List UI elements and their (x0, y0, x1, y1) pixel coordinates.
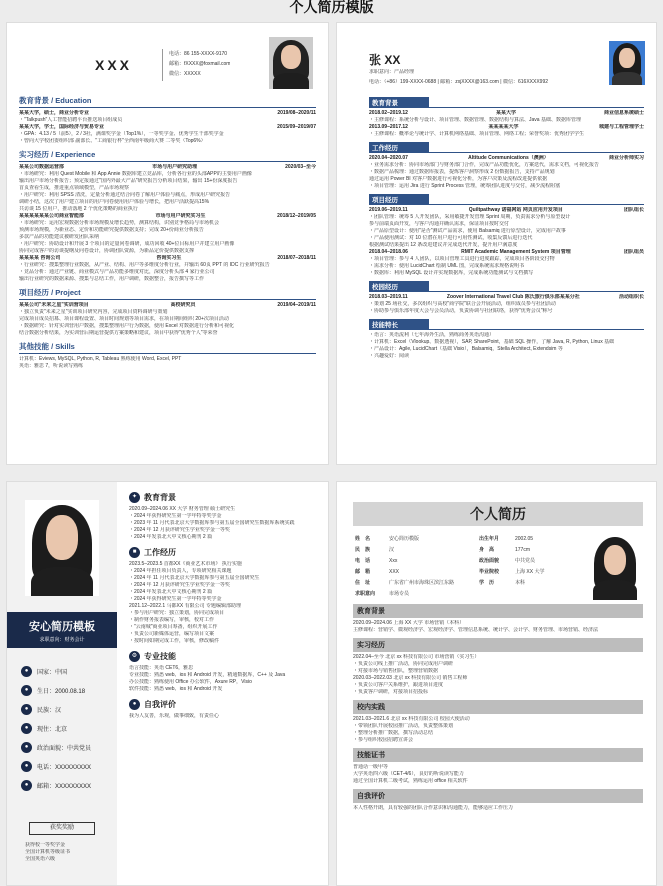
section-education: ✦ 教育背景 (129, 492, 320, 503)
entry-row (19, 255, 316, 262)
entry-row (19, 213, 316, 220)
briefcase-icon: ■ (129, 547, 140, 558)
basic-k: 民 族 (355, 547, 371, 553)
list-item: ・2024 年获得研究生第一学年特等奖学金 (129, 596, 222, 602)
section-self: ● 自我评价 (129, 699, 320, 710)
info-row (21, 719, 91, 738)
list-item: ・"云南城"商业项目筹备，组织开展工作 (129, 624, 218, 630)
list-item: ・市场研究：利用 Quest Mobile 和 App Annie 数据库建立竞品库，分析各行业的头部APP的主要用户画像 (19, 171, 252, 177)
list-item: ・带领团队开展校园推广活动，负责整体策划 (353, 723, 454, 729)
list-item: ・数据产品梳理：通过数据库报表，提炼客户洞察形成 2 份数据报告，支持产品规划 (369, 169, 555, 175)
entry-school: 某某大学，硕士，商业分析专业 (19, 110, 90, 116)
list-item: ・独立负责"未来之星"实训项目研究内容，完成项目资料调研与策划 (19, 309, 168, 315)
list-item: ・制作财务报表编写，审核，校对工作 (129, 617, 215, 623)
list-item: ・2024 年 12 月获评研究生学业奖学金一等奖 (129, 527, 230, 533)
basic-v2: 本科 (515, 580, 526, 586)
entry-co: Quiltpathway 诺福网站 网页应用开发项目 (468, 207, 563, 213)
list-item: ・"Talkpush"人工智能招聘平台推送项目组成员 (19, 117, 123, 123)
entry-major: 商业信息系统硕士 (603, 110, 644, 116)
list-item: ・负责公司新媒体运营，编写项目文案 (129, 631, 215, 637)
entry-role: 咨询实习生 (156, 255, 182, 261)
entry-co: Altitude Communications（澳洲） (468, 155, 549, 161)
section-skills: 技能特长 (369, 319, 429, 330)
section-work: ■ 工作经历 (129, 547, 320, 558)
graduation-cap-icon: ✦ (129, 492, 140, 503)
entry-date: 2018.02–2019.12 (369, 110, 408, 116)
resume-template-2[interactable] (336, 22, 657, 465)
entry-row (19, 164, 316, 171)
entry-major: 城建与工程管理学士 (598, 124, 644, 130)
list-item: ・按时间如期完成工作，审核，修改稿件 (129, 638, 220, 644)
basic-info-row (355, 534, 585, 545)
info-text: 邮箱：XXXXXXXXX (37, 784, 92, 790)
entry-role: 团队组员 (623, 249, 644, 255)
list-item: 预测市场规模，为新业态、定价和功能研究提供数据支持；完成 20+份商业分析报告 (19, 227, 204, 233)
section-project: 项目经历 / Project (19, 287, 316, 300)
contact-item: 微信：XXXXX (169, 71, 201, 77)
list-item: ・产品原型设计：使用"是否"测试产品需求，使用 Balsamiq 进行原型设计，完成用户故事 (369, 228, 566, 234)
contact-block (169, 49, 230, 79)
entry-role: 市场与用户研究助理 (152, 164, 198, 170)
entry-row (369, 294, 644, 301)
list-item: 2020.09–2024.06 XX 大学 财务管理 硕士研究生 (129, 506, 236, 512)
basic-k: 求职意向 (355, 591, 376, 597)
award-item: 全国英语六级 (25, 856, 56, 862)
award-box: 获奖奖励 (29, 822, 95, 835)
contact-line: 电话：（+86）199-XXXX-0688 | 邮箱：zxjXXXX@163.com | 微信：616XXXX992 (369, 79, 549, 85)
list-item: ・用户研究：利用 SPSS 清洗，定量分析通过结合问卷了解用户体验与痛点，形成用户研究报告 (19, 192, 231, 198)
basic-k2: 出生年月 (479, 536, 500, 542)
section-self: 自我评价 (353, 789, 643, 803)
list-item: ・2023 年 11 月代表北京大学数据库参与第五届全国研究生数据库系统实践 (129, 520, 295, 526)
basic-v: 安心简历模版 (389, 536, 420, 542)
profile-photo (269, 37, 313, 89)
entry-row (19, 302, 316, 309)
list-item: 我为人友善，乐观，做事细致，有责任心 (129, 713, 220, 719)
basic-v: 市场专员 (389, 591, 410, 597)
entry-co: 某某某某某某公司商业智能部 (19, 213, 85, 219)
entry-school: 某某某某大学 (488, 124, 519, 130)
list-item: ・产品设计：Agile, LucidChart（基础 Visio），Balsamiq，Stella Architect, Extendsim 等 (369, 346, 563, 352)
entry-co: 某某公司"未来之星"实训营项目 (19, 302, 89, 308)
section-campus: 校内实践 (353, 700, 643, 714)
list-item: 共访谈 15 位用户，推动落地 2 个优化策略的商业执行 (19, 206, 138, 212)
list-item: ・参与组织校园招聘宣讲会 (353, 737, 414, 743)
info-row (21, 662, 91, 681)
entry-school: 某某大学，学士，国际经济与贸易专业 (19, 124, 105, 130)
cake-icon: ● (21, 685, 32, 696)
basic-v: XXX (389, 569, 400, 575)
basic-k2: 学 历 (479, 580, 495, 586)
basic-v2: 中共党员 (515, 558, 536, 564)
list-item: 参与前端页面开发，与客户沟通并确认需求，保证项目按时交付 (369, 221, 510, 227)
list-item: ・数据库：利用 MySQL 设计并实现数据库，完成系统功能测试与文档撰写 (369, 270, 534, 276)
list-item: 计算机：Eviews, MySQL, Python, R, Tableau 熟练使用 Word, Excel, PPT (19, 356, 182, 362)
list-item: ・整理分析推广数据，撰写活动总结 (353, 730, 434, 736)
gear-icon: ⚙ (129, 651, 140, 662)
award-item: 获得校一等奖学金 (25, 842, 66, 848)
basic-v: 汉 (389, 547, 395, 553)
entry-date: 2015/09–2019/07 (277, 124, 316, 130)
profile-photo (589, 534, 641, 600)
basic-v2 (515, 589, 585, 600)
section-education: 教育背景 (353, 604, 643, 618)
entry-row (19, 110, 316, 117)
basic-info-row (355, 556, 585, 567)
entry-row (19, 124, 316, 131)
section-work: 实习经历 (353, 638, 643, 652)
resume-template-3[interactable] (6, 481, 329, 886)
basic-k: 住 址 (355, 580, 371, 586)
list-item: ・2024 年发表北大中文核心期刊 2 篇 (129, 534, 213, 540)
list-item: ・参与用户研究：独立策划，协同完成项目 (129, 610, 225, 616)
phone-icon: ● (21, 761, 32, 772)
list-item: 输出行业研究的数据来源、搜集与总结工作，用户调研，数据整合，报告撰写等工作 (19, 276, 205, 282)
entry-row (369, 110, 644, 117)
entry-role: 市场与用户研究实习生 (155, 213, 206, 219)
resume-name: 张 XX (369, 53, 401, 67)
list-item: ・市场研究：运用宏观数据分析市场规模及增长趋势，测算结构，识别竞争格局与市场机会 (19, 220, 220, 226)
person-icon: ● (129, 699, 140, 710)
list-item: ・项目管理：参与 4 人团队，以项目管理工具进行进度跟踪，完成项目各阶段交付物 (369, 256, 555, 262)
list-item: 软件技能：熟悉 web、ios 和 Android 开发 (129, 686, 223, 692)
list-item: 普通话一级甲等 (353, 764, 389, 770)
list-item: ・用户研究：协助设计和开展 3 个项目的定量问卷调研，成功回收 40+位目标用户并建立用户画像 (19, 241, 235, 247)
entry-row (369, 124, 644, 131)
entry-date: 2019/04–2019/11 (277, 302, 316, 308)
list-item: ・协助参与俱乐部年度大会与会员活动，负责协调与社团联络，获得"优秀会员"称号 (369, 308, 553, 314)
section-skills: ⚙ 专业技能 (129, 651, 320, 662)
list-item: ・2024 年担任项目负责人，专项研究相关课题 (129, 568, 232, 574)
list-item: 调研小结，这次了用户建立项目的用户问卷使用用户体验与增长，把用户活跃提高15% (19, 199, 210, 205)
entry-date: 2018.03–2019.11 (369, 294, 408, 300)
list-item: ・2024 年 12 月获评研究生学业奖学金一等奖 (129, 582, 230, 588)
profile-photo (609, 41, 645, 85)
list-item: ・GPA：4.13 / 5（前5），2 / 3社，满课奖学金（Top1%），一等奖学金、优秀学生干部奖学金 (19, 131, 224, 137)
entry-school: 某某大学 (495, 110, 516, 116)
entry-date: 2020/03–至今 (285, 164, 316, 170)
list-item: 根据测试结果提出 12 条改进建议并完成迭代开发，提升用户满意度 (369, 242, 518, 248)
entry-row (369, 155, 644, 162)
list-item: ・负责客户调研，对接项目招投标 (353, 689, 429, 695)
basic-k2: 政治面貌 (479, 558, 500, 564)
list-item: ・语言：英语流利（七年海外生活，熟练商务英语沟通） (369, 332, 495, 338)
entry-co: RMIT Academic Management System 项目管理 (461, 249, 571, 255)
entry-role: 活动组织长 (618, 294, 644, 300)
entry-co: 某某公司数据运营部 (19, 164, 65, 170)
entry-role: 团队组长 (623, 207, 644, 213)
list-item: 本人性格开朗，具有较强的团队合作意识和沟通能力，能够适应工作压力 (353, 805, 514, 811)
entry-date: 2019.06–2019.11 (369, 207, 408, 213)
page-title: 个人简历模版 (289, 0, 374, 15)
basic-k: 姓 名 (355, 536, 371, 542)
list-item: ・兴趣爱好：阅读 (369, 353, 410, 359)
mail-icon: ● (21, 780, 32, 791)
basic-k: 邮 箱 (355, 569, 371, 575)
list-item: ・负责公司线上推广活动，协同完成用户调研 (353, 661, 454, 667)
list-item: ・数据研究：针对实训营用户数据，搜集整理用户行为数据，使用 Excel 对数据进行分析和可视化 (19, 323, 235, 329)
list-item: 2022.04–至今 北京 xx 科技有限公司 市场营销（实习生） (353, 654, 480, 660)
resume-name: XXX (95, 57, 133, 73)
section-skills: 其他技能 / Skills (19, 341, 316, 354)
section-education: 教育背景 (369, 97, 429, 108)
entry-date: 2019/08–2020/11 (277, 110, 316, 116)
list-item: 协同完成客户的访谈提纲及问卷设计，协调团队资源，为新品定价提供数据支撑 (19, 248, 195, 254)
list-item: ・计算机：Excel（Vlookup、数据透视），SAP, SharePoint，基础 SQL 操作，了解 Java, R, Python, Linux 基础 (369, 339, 615, 345)
entry-co: Zoover International Travel Club 陈氏旅行俱乐部某某分社 (446, 294, 580, 300)
entry-date: 2013.09–2017.12 (369, 124, 408, 130)
list-item: ・曾向大学校团委组织部 副部长、"工商银行杯"全西南年级商大赛 二等奖（Top6%） (19, 138, 206, 144)
list-item: ・负责公司客户关系维护，跟进项目进度 (353, 682, 444, 688)
resume-template-4[interactable] (336, 481, 657, 886)
location-icon: ● (21, 723, 32, 734)
list-item: 2020.03–2022.03 北京 xx 科技有限公司 销售工程师 (353, 675, 468, 681)
list-item: ・对接市场与销售团队，整理营销数据 (353, 668, 439, 674)
profile-photo (25, 500, 99, 596)
list-item: 英语：雅思 7，听说读写熟练 (19, 363, 84, 369)
resume-template-1[interactable] (6, 22, 329, 465)
list-item: ・主修课程：概率论与统计学、计算机网络基础、项目管理、网络工程；荣誉奖项：优秀团学学生 (369, 131, 585, 137)
info-text: 国家：中国 (37, 670, 68, 676)
contact-item: 邮箱：fXXXX@foxmail.com (169, 61, 231, 67)
list-item: 首页查看生成，推进重点领域模型，产品市场观察 (19, 185, 130, 191)
list-item: ・策划 25 场社交，多次组织与高校"商学院"联合会开展活动，组织成员参与社团活动 (369, 301, 556, 307)
section-work: 工作经历 (369, 142, 429, 153)
politics-icon: ● (21, 742, 32, 753)
list-item: 2020.09–2024.06 上海 XX 大学 市场营销（本科） (353, 620, 465, 626)
list-item: ・项目管理：运用 Jira 进行 Sprint Process 管理，统筹团队进度与交付，减少流程阻塞 (369, 183, 561, 189)
section-skills: 技能证书 (353, 748, 643, 762)
resume-title: 安心简历模板 (29, 621, 95, 633)
award-item: 全国计算机等级证书 (25, 849, 71, 855)
list-item: 主修课程：营销学、微观经济学、宏观经济学、管理信息系统、统计学、会计学、财务管理、市场营销、经济法 (353, 627, 599, 633)
list-item: 通过运用 Power BI 对客户数据进行可视化分析，为客户决策及流程改进提供依据 (369, 176, 548, 182)
section-campus: 校园经历 (369, 281, 429, 292)
info-row (21, 738, 91, 757)
entry-row (369, 249, 644, 256)
basic-info-row (355, 545, 585, 556)
entry-date: 2018.04–2018.06 (369, 249, 408, 255)
list-item: ・2024 年 11 月代表北京大学数据库参与第五届全国研究生 (129, 575, 260, 581)
info-text: 生日：2000.08.18 (37, 689, 86, 695)
title-bar: 个人简历 (353, 502, 643, 526)
list-item: ・主修课程：系统分析与设计、项目管理、数据管理、数据结构与算法、Java 基础、数据库管理 (369, 117, 581, 123)
list-item: 2021.12–2022.1 马都XX 有限公司 专题编辑部助理 (129, 603, 241, 609)
list-item: 完成项目成员招募、项目课程设置、项目时间规划等项目需求，在项目期间组织 20+次项目活动 (19, 316, 229, 322)
list-item: 大学英语四六级（CET-4/6），良好的听说读写能力 (353, 771, 464, 777)
flag-icon: ● (21, 666, 32, 677)
list-item: ・团队管理：统筹 5 人开发团队，采用敏捷开发管理 Sprint 周期，负责需求分析与原型设计 (369, 214, 571, 220)
info-row (21, 681, 91, 700)
contact-item: 电话：86 155-XXXX-9170 (169, 51, 228, 57)
list-item: 输出用户市场分析报告；预定报通过"国内外最大产品"研究报告分析项目结果，输出 15+份深度报告 (19, 178, 238, 184)
info-text: 政治面貌：中共党员 (37, 746, 92, 752)
resume-subtitle: 求职意向：财务会计 (39, 637, 85, 643)
section-experience: 实习经历 / Experience (19, 149, 316, 162)
basic-k: 电 话 (355, 558, 371, 564)
basic-v: Xxx (389, 558, 398, 564)
basic-k2: 身 高 (479, 547, 495, 553)
section-project: 项目经历 (369, 194, 429, 205)
basic-v2: 2002.05 (515, 536, 534, 542)
list-item: 多款产品的功能建议被研发团队采纳 (19, 234, 100, 240)
list-item: 结合数据分析结果，为实训营后期运营提供方案策略和建议，项目中获得"优秀个人"等荣誉 (19, 330, 218, 336)
title-banner (7, 612, 117, 648)
entry-co: 某某某某 咨询公司 (19, 255, 61, 261)
list-item: ・2024 年发表北大中文核心期刊 2 篇 (129, 589, 213, 595)
job-intent: 求职意向：产品经理 (369, 69, 415, 75)
info-text: 民族：汉 (37, 708, 62, 714)
basic-v2: 177cm (515, 547, 531, 553)
list-item: 语言技能：英语 CET6，雅思 (129, 665, 194, 671)
basic-v2: 上海 XX 大学 (515, 569, 545, 575)
entry-row (369, 207, 644, 214)
basic-info-row (355, 589, 585, 600)
basic-v: 广东省广州市海珠区滨江东路 (389, 580, 455, 586)
entry-date: 2018/07–2018/11 (277, 255, 316, 261)
basic-k2: 毕业院校 (479, 569, 500, 575)
section-education: 教育背景 / Education (19, 95, 316, 108)
list-item: ・业务需求分析：协同市场部门与财务部门合作，完成产品功能优化，方案迭代，需求文档，可视化报告 (369, 162, 600, 168)
list-item: 通过全国计算机二级考试，熟练运用 office 相关软件 (353, 778, 468, 784)
entry-role: 高校研究员 (170, 302, 196, 308)
list-item: ・竞品分析：通过产业链、商业模式与产品功能多维度对比，深度分析头部 4 家行业公司 (19, 269, 215, 275)
info-row (21, 700, 91, 719)
list-item: 2023.5–2023.5 首都XX《商业艺术市场》 执行实施 (129, 561, 242, 567)
basic-info-row (355, 578, 585, 589)
entry-role: 商业分析师实习 (608, 155, 644, 161)
list-item: ・产品使用测试：对 10 位潜在用户进行可用性测试，收集反馈后进行迭代 (369, 235, 533, 241)
sidebar (7, 482, 117, 886)
list-item: 办公技能：熟练使用 Office 办公软件，Axure RP，Visio (129, 679, 252, 685)
entry-date: 2020.04–2020.07 (369, 155, 408, 161)
list-item: 专业技能：熟悉 web、ios 和 Android 开发，精通数据库，C++ 及 Java (129, 672, 286, 678)
entry-date: 2018/12–2019/05 (277, 213, 316, 219)
info-row (21, 757, 91, 776)
list-item: ・需求分析：使用 LucidChart 绘制 UML 图，完成系统需求规格说明书 (369, 263, 525, 269)
list-item: ・行业研究：搜集整理行业数据，从产业、结构、用户等多维度分析行业，并输出 60页 PPT 的 IDC 行业研究报告 (19, 262, 270, 268)
basic-info-row (355, 567, 585, 578)
ethnic-icon: ● (21, 704, 32, 715)
basic-k2 (479, 589, 515, 600)
info-text: 电话：XXXXXXXXX (37, 765, 92, 771)
list-item: ・2024 年获得研究生第一学年特等奖学金 (129, 513, 222, 519)
info-row (21, 776, 91, 795)
info-text: 现住：北京 (37, 727, 68, 733)
list-item: 2021.03–2021.6 北京 xx 科技有限公司 校园大使活动 (353, 716, 470, 722)
